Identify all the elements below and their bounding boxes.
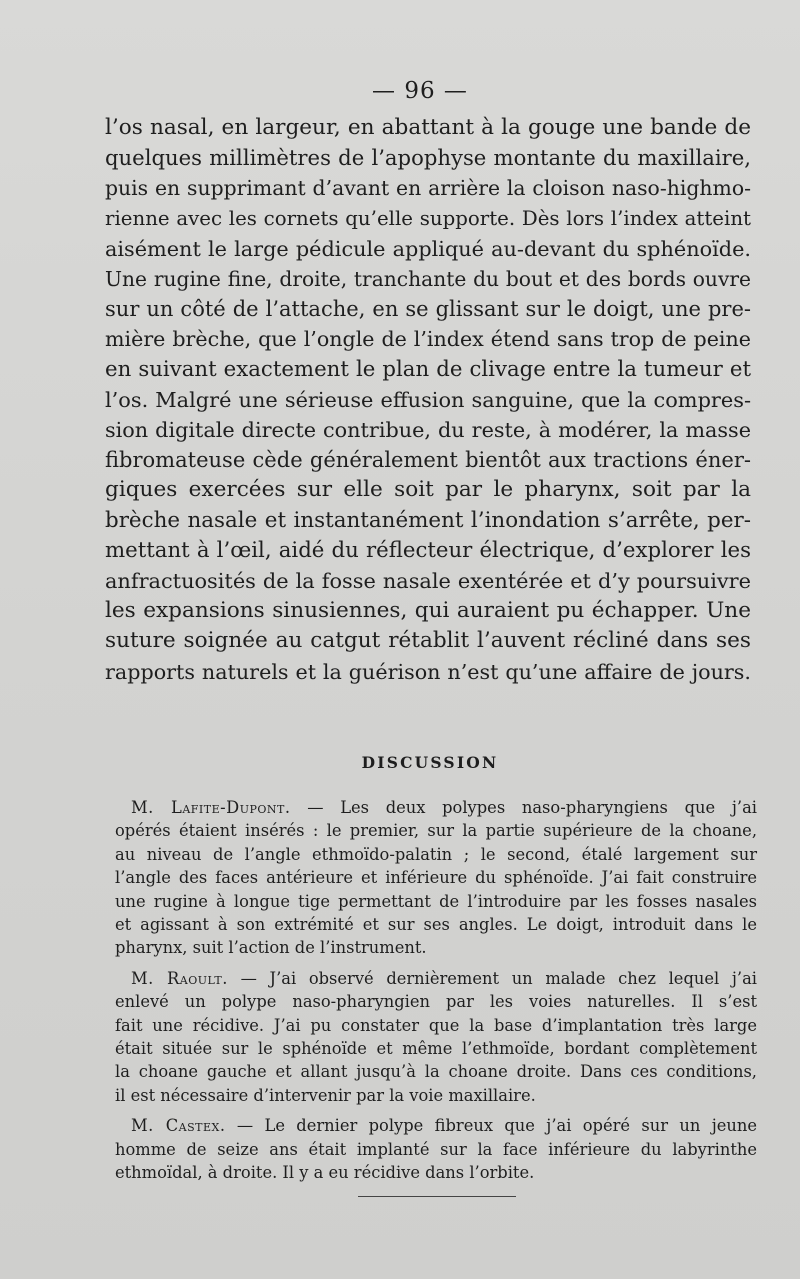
text-line: l’os. Malgré une sérieuse effusion sanguine, que la compres- <box>105 387 751 412</box>
paragraph-text: — Les deux polypes naso-pharyngiens que j’ai <box>290 798 757 817</box>
text-line: l’os nasal, en largeur, en abattant à la gouge une bande de <box>105 115 751 140</box>
main-text <box>105 113 751 687</box>
text-line: rapports naturels et la guérison n’est qu’une affaire de jours. <box>105 659 751 684</box>
text-line: rienne avec les cornets qu’elle supporte. Dès lors l’index atteint <box>105 206 751 230</box>
text-line: suture soignée au catgut rétablit l’auvent récliné dans ses <box>105 628 751 654</box>
text-line: puis en supprimant d’avant en arrière la cloison naso-highmo- <box>105 176 751 201</box>
text-line: brèche nasale et instantanément l’inondation s’arrête, per- <box>105 507 751 533</box>
text-line: anfractuosités de la fosse nasale exentérée et d’y poursuivre <box>105 569 751 594</box>
text-line: fait une récidive. J’ai pu constater que la base d’implantation très large <box>115 1015 757 1035</box>
text-line: une rugine à longue tige permettant de l’introduire par les fosses nasales <box>115 891 757 911</box>
text-line: mière brèche, que l’ongle de l’index étend sans trop de peine <box>105 327 751 352</box>
speaker-name: M. Raoult. <box>131 968 228 988</box>
discussion-paragraph <box>115 796 757 960</box>
closing-rule <box>358 1196 516 1197</box>
text-line: quelques millimètres de l’apophyse montante du maxillaire, <box>105 145 751 171</box>
text-line: sion digitale directe contribue, du reste, à modérer, la masse <box>105 418 751 443</box>
discussion-paragraph <box>115 1114 757 1184</box>
paragraph-first-line <box>115 796 757 819</box>
paragraph-text: — Le dernier polype fibreux que j’ai opéré sur un jeune <box>225 1116 757 1136</box>
section-heading: DISCUSSION <box>361 753 499 772</box>
text-line: pharynx, suit l’action de l’instrument. <box>115 938 427 958</box>
text-line: était située sur le sphénoïde et même l’ethmoïde, bordant complètement <box>115 1039 757 1059</box>
text-line: ethmoïdal, à droite. Il y a eu récidive dans l’orbite. <box>115 1163 535 1183</box>
speaker-name: M. Castex. <box>131 1116 226 1136</box>
text-line: Une rugine fine, droite, tranchante du bout et des bords ouvre <box>105 267 751 292</box>
text-line: et agissant à son extrémité et sur ses angles. Le doigt, introduit dans le <box>115 915 757 935</box>
text-line: sur un côté de l’attache, en se glissant sur le doigt, une pre- <box>105 296 751 322</box>
text-line: aisément le large pédicule appliqué au-devant du sphénoïde. <box>105 236 751 261</box>
discussion-paragraph <box>115 967 757 1107</box>
text-line: au niveau de l’angle ethmoïdo-palatin ; le second, étalé largement sur <box>115 844 757 864</box>
text-line: enlevé un polype naso-pharyngien par les voies naturelles. Il s’est <box>115 992 757 1012</box>
text-line: l’angle des faces antérieure et inférieure du sphénoïde. J’ai fait construire <box>115 868 757 888</box>
text-line: fibromateuse cède généralement bientôt aux tractions éner- <box>105 447 751 473</box>
text-line: la choane gauche et allant jusqu’à la choane droite. Dans ces conditions, <box>115 1062 757 1082</box>
page-number: — 96 — <box>372 78 468 104</box>
text-line: mettant à l’œil, aidé du réflecteur électrique, d’explorer les <box>105 537 751 563</box>
paragraph-first-line <box>115 967 757 990</box>
text-line: les expansions sinusiennes, qui auraient pu échapper. Une <box>105 598 751 624</box>
text-line: opérés étaient insérés : le premier, sur la partie supérieure de la choane, <box>115 821 757 841</box>
text-line: en suivant exactement le plan de clivage entre la tumeur et <box>105 356 751 382</box>
discussion-section <box>115 796 757 1192</box>
text-line: giques exercées sur elle soit par le pharynx, soit par la <box>105 477 751 503</box>
text-line: il est nécessaire d’intervenir par la voie maxillaire. <box>115 1085 536 1105</box>
paragraph-text: — J’ai observé dernièrement un malade chez lequel j’ai <box>227 968 757 988</box>
text-line: homme de seize ans était implanté sur la face inférieure du labyrinthe <box>115 1139 757 1159</box>
speaker-name: M. Lafite-Dupont. <box>131 798 291 817</box>
paragraph-first-line <box>115 1114 757 1137</box>
